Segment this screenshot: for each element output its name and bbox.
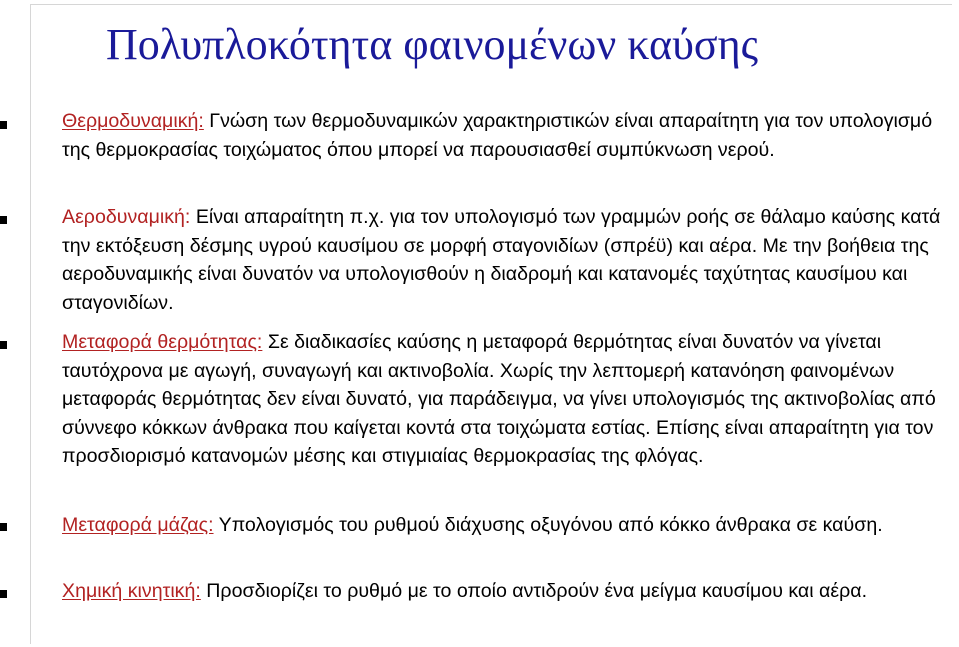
bullet-text: Είναι απαραίτητη π.χ. για τον υπολογισμό των γραμμών ροής σε θάλαμο καύσης κατά την εκτόξευση δέσμης υγρού καυσίμου σε μορφή σταγονιδίων (σπρέϋ) και αέρα. Με την βοήθεια της αεροδυναμικής είναι δυνατόν να υπολογισθούν η διαδρομή και κατανομές ταχύτητας καυσίμου και σταγονιδίων. (62, 206, 941, 314)
bullet-mass-transfer (62, 511, 942, 540)
bullet-label: Μεταφορά μάζας: (62, 514, 214, 536)
bullet-heat-transfer (62, 328, 942, 471)
bullet-text: Γνώση των θερμοδυναμικών χαρακτηριστικών είναι απαραίτητη για τον υπολογισμό της θερμοκρασίας τοιχώματος όπου μπορεί να παρουσιασθεί συμπύκνωση νερού. (62, 110, 933, 161)
bullet-label: Χημική κινητική: (62, 580, 201, 602)
bullet-marker (0, 121, 7, 129)
bullet-marker (0, 523, 7, 531)
bullet-marker (0, 341, 7, 349)
bullet-marker (0, 590, 7, 598)
bullet-chemical-kinetics (62, 577, 942, 606)
bullet-marker (0, 216, 7, 224)
bullet-label: Θερμοδυναμική: (62, 110, 204, 132)
slide-title: Πολυπλοκότητα φαινομένων καύσης (106, 20, 759, 69)
bullet-thermodynamics (62, 107, 942, 164)
bullet-aerodynamics (62, 203, 942, 317)
bullet-text: Προσδιορίζει το ρυθμό με το οποίο αντιδρούν ένα μείγμα καυσίμου και αέρα. (206, 580, 868, 602)
bullet-text: Υπολογισμός του ρυθμού διάχυσης οξυγόνου από κόκκο άνθρακα σε καύση. (218, 514, 883, 536)
bullet-label: Αεροδυναμική: (62, 206, 191, 228)
slide-frame (30, 4, 952, 644)
bullet-text: Σε διαδικασίες καύσης η μεταφορά θερμότητας είναι δυνατόν να γίνεται ταυτόχρονα με αγωγή, συναγωγή και ακτινοβολία. Χωρίς την λεπτομερή κατανόηση φαινομένων μεταφοράς θερμότητας δεν είναι δυνατό, για παράδειγμα, να γίνει υπολογισμός της ακτινοβολίας από σύννεφο κόκκων άνθρακα που καίγεται κοντά στα τοιχώματα εστίας. Επίσης είναι απαραίτητη για τον προσδιορισμό κατανομών μέσης και στιγμιαίας θερμοκρασίας της φλόγας. (62, 331, 936, 467)
bullet-label: Μεταφορά θερμότητας: (62, 331, 263, 353)
